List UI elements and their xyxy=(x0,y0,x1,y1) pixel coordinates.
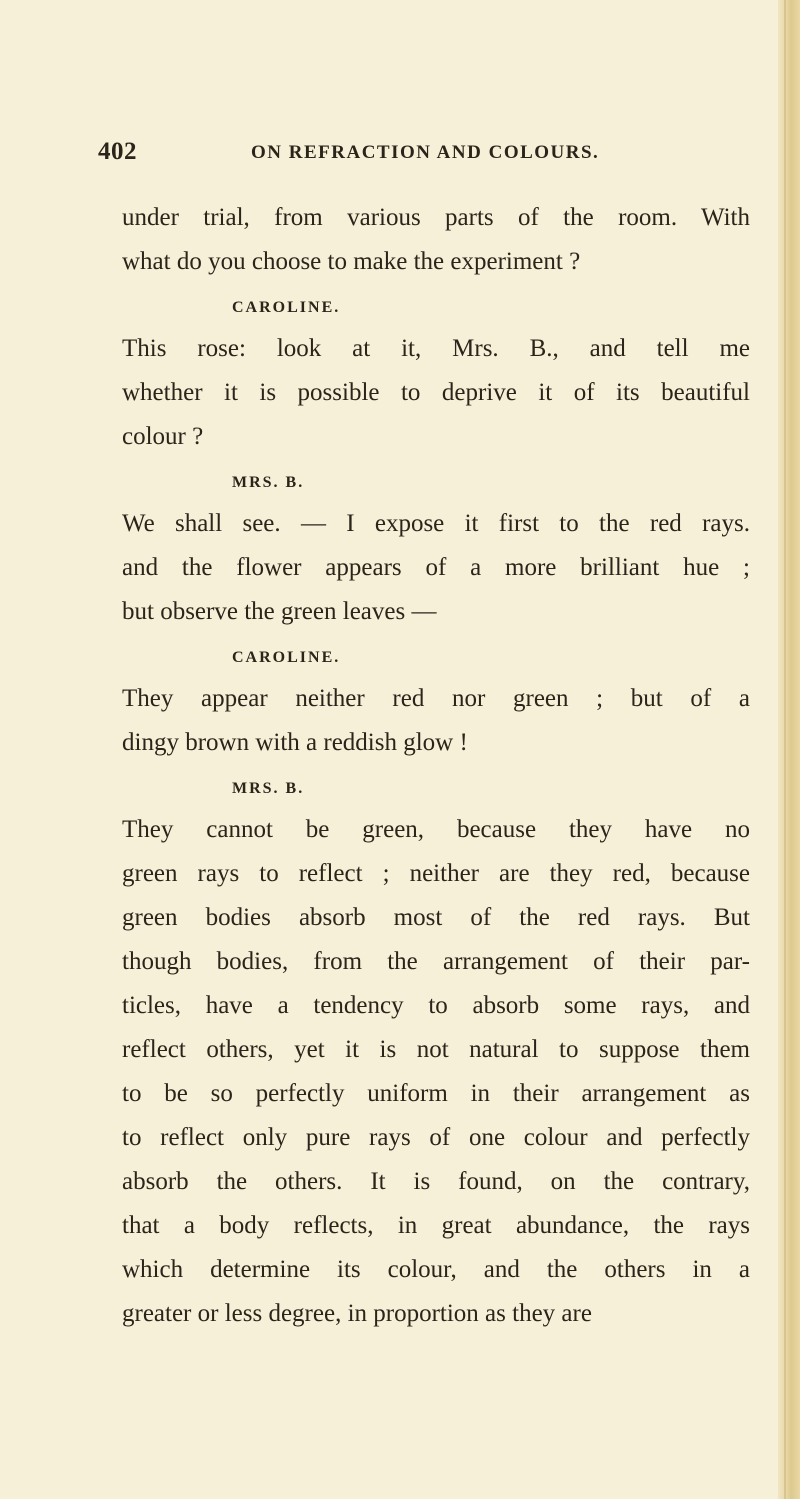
text-line: under trial, from various parts of the room. With xyxy=(122,204,750,231)
text-line: green rays to reflect ; neither are they red, because xyxy=(122,860,750,887)
text-line: We shall see. — I expose it first to the red rays. xyxy=(122,510,750,537)
text-line: but observe the green leaves — xyxy=(122,598,437,625)
speaker-caroline: CAROLINE. xyxy=(232,299,341,316)
text-line: what do you choose to make the experiment ? xyxy=(122,248,581,275)
text-line: They appear neither red nor green ; but of a xyxy=(122,685,750,712)
text-line: absorb the others. It is found, on the contrary, xyxy=(122,1168,750,1195)
speaker-mrs-b: MRS. B. xyxy=(232,780,305,797)
page-header xyxy=(98,138,748,178)
text-line: reflect others, yet it is not natural to suppose them xyxy=(122,1036,750,1063)
text-line: green bodies absorb most of the red rays. But xyxy=(122,904,750,931)
speaker-mrs-b: MRS. B. xyxy=(232,474,305,491)
text-line: colour ? xyxy=(122,423,204,450)
page-edge-line xyxy=(784,0,786,1499)
page-edge xyxy=(778,0,800,1499)
text-line: This rose: look at it, Mrs. B., and tell me xyxy=(122,335,750,362)
page-number: 402 xyxy=(98,138,137,165)
text-line: dingy brown with a reddish glow ! xyxy=(122,729,468,756)
text-line: They cannot be green, because they have no xyxy=(122,816,750,843)
text-line: that a body reflects, in great abundance, the rays xyxy=(122,1212,750,1239)
running-head: ON REFRACTION AND COLOURS. xyxy=(251,142,600,163)
text-line: which determine its colour, and the others in a xyxy=(122,1256,750,1283)
text-line: whether it is possible to deprive it of its beautiful xyxy=(122,379,750,406)
speaker-caroline: CAROLINE. xyxy=(232,649,341,666)
text-line: greater or less degree, in proportion as they are xyxy=(122,1300,592,1327)
text-line: to reflect only pure rays of one colour and perfectly xyxy=(122,1124,750,1151)
page-body xyxy=(122,196,750,1336)
text-line: ticles, have a tendency to absorb some rays, and xyxy=(122,992,750,1019)
text-line: to be so perfectly uniform in their arrangement as xyxy=(122,1080,750,1107)
text-line: though bodies, from the arrangement of their par- xyxy=(122,948,750,975)
text-line: and the flower appears of a more brilliant hue ; xyxy=(122,554,750,581)
